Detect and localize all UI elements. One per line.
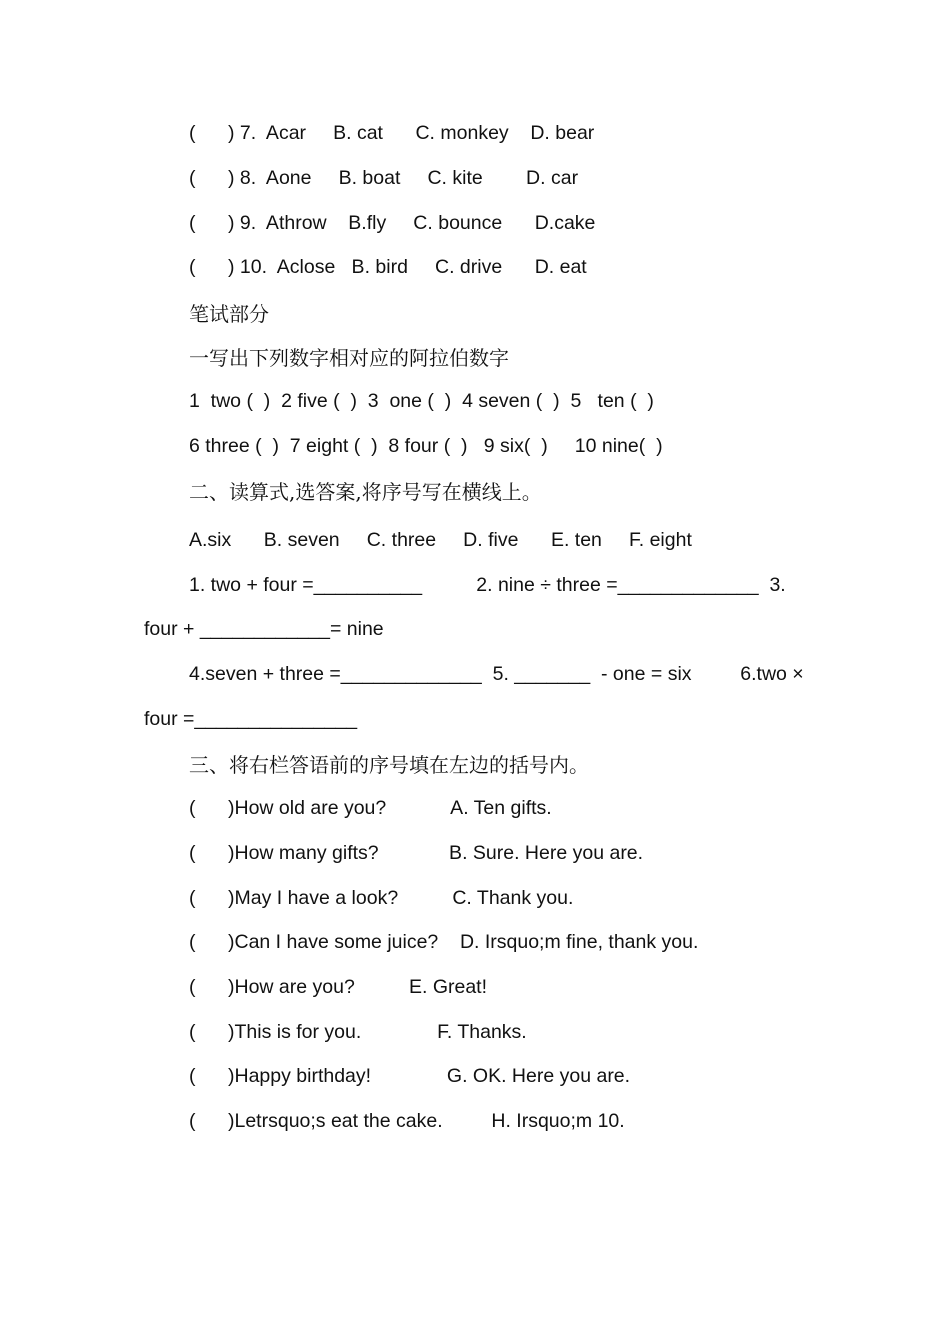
section2-line-4: four =_______________ [144, 708, 358, 730]
match-item-4: ( )Can I have some juice? D. Irsquo;m fine, thank you. [189, 931, 699, 953]
match-item-6: ( )This is for you. F. Thanks. [189, 1021, 527, 1043]
question-8: ( ) 8. Aone B. boat C. kite D. car [189, 167, 579, 189]
match-item-1: ( )How old are you? A. Ten gifts. [189, 797, 552, 819]
section2-line-1: 1. two + four =__________ 2. nine ÷ three =_____________ 3. [189, 574, 786, 596]
section2-title: 二、读算式,选答案,将序号写在横线上。 [189, 480, 542, 504]
question-7: ( ) 7. Acar B. cat C. monkey D. bear [189, 122, 595, 144]
question-10: ( ) 10. Aclose B. bird C. drive D. eat [189, 256, 587, 278]
section1-line-2: 6 three ( ) 7 eight ( ) 8 four ( ) 9 six( ) 10 nine( ) [189, 435, 663, 457]
section2-line-2: four + ____________= nine [144, 618, 384, 640]
match-item-8: ( )Letrsquo;s eat the cake. H. Irsquo;m 10. [189, 1110, 625, 1132]
written-part-title: 笔试部分 [189, 302, 269, 326]
section2-options: A.six B. seven C. three D. five E. ten F. eight [189, 529, 692, 551]
match-item-7: ( )Happy birthday! G. OK. Here you are. [189, 1065, 631, 1087]
match-item-3: ( )May I have a look? C. Thank you. [189, 887, 574, 909]
match-item-2: ( )How many gifts? B. Sure. Here you are. [189, 842, 644, 864]
section2-line-3: 4.seven + three =_____________ 5. _______ - one = six 6.two × [189, 663, 804, 685]
question-9: ( ) 9. Athrow B.fly C. bounce D.cake [189, 212, 596, 234]
section1-title: 一写出下列数字相对应的阿拉伯数字 [189, 346, 509, 370]
section3-title: 三、将右栏答语前的序号填在左边的括号内。 [189, 753, 589, 777]
match-item-5: ( )How are you? E. Great! [189, 976, 488, 998]
section1-line-1: 1 two ( ) 2 five ( ) 3 one ( ) 4 seven ( ) 5 ten ( ) [189, 390, 654, 412]
